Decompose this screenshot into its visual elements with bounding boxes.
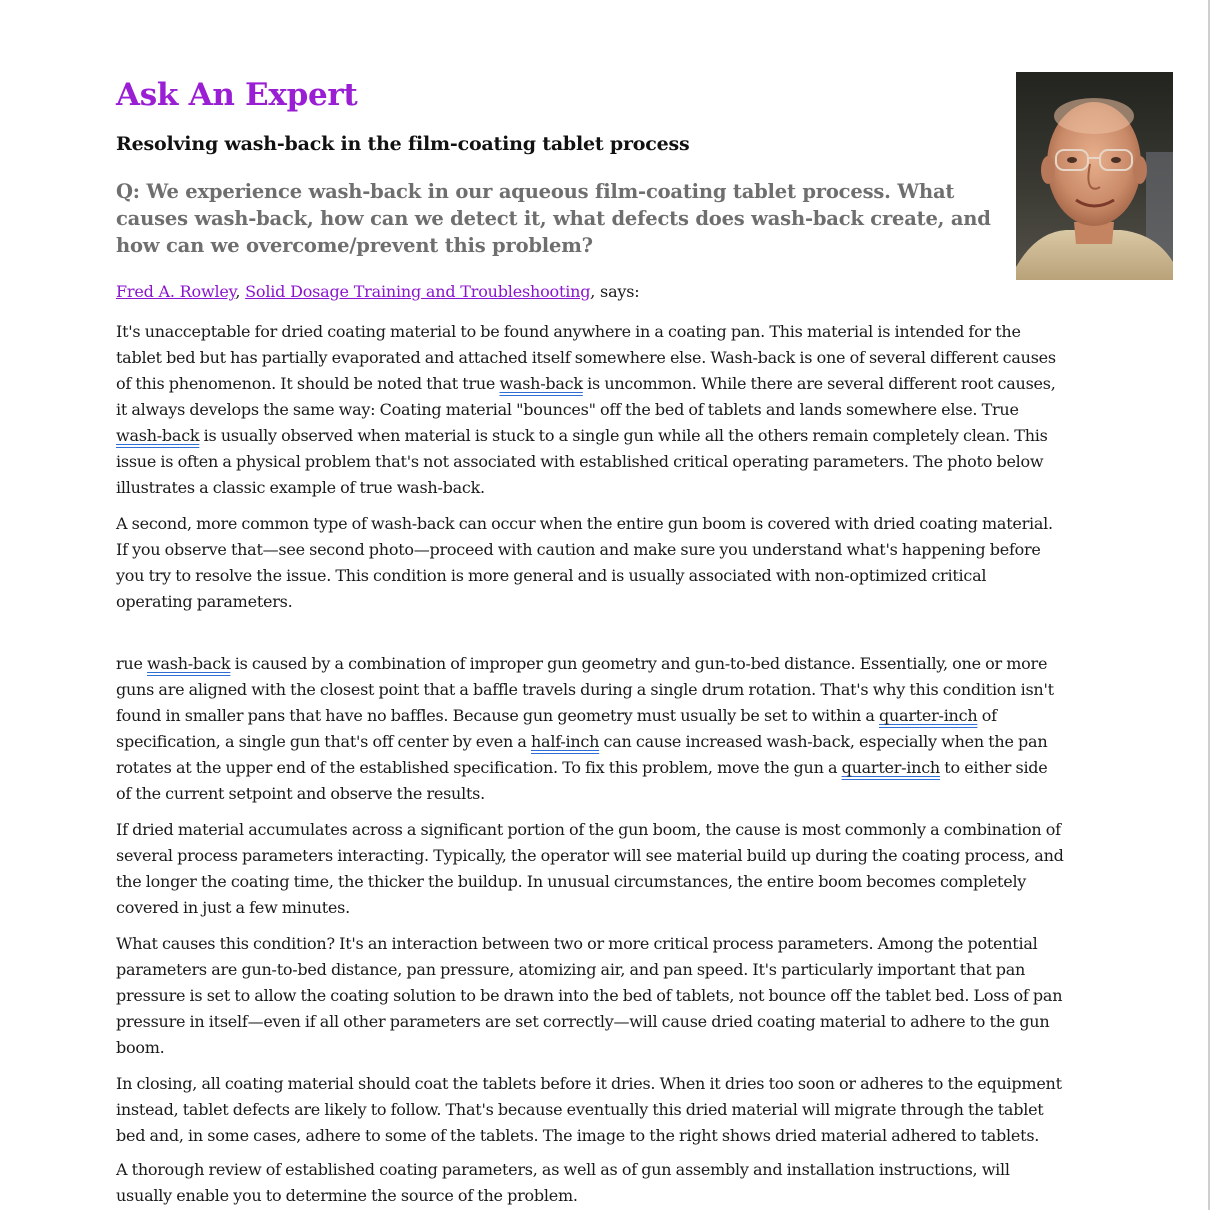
paragraph-6: In closing, all coating material should coat the tablets before it dries. When it dries too soon or adheres to the equipment instead, tablet defects are likely to follow. That's because eventually this dried material will migrate through the tablet bed and, in some cases, adhere to some of the tablets. The image to the right shows dried material adhered to tablets. xyxy=(116,1074,1062,1145)
author-link[interactable]: Fred A. Rowley xyxy=(116,282,236,301)
article-subtitle: Resolving wash-back in the film-coating tablet process xyxy=(116,133,690,155)
company-link[interactable]: Solid Dosage Training and Troubleshooting xyxy=(245,282,591,301)
spellcheck-flagged-word[interactable]: wash-back xyxy=(116,426,200,445)
spellcheck-flagged-word[interactable]: half-inch xyxy=(531,732,600,751)
byline-suffix: , says: xyxy=(590,282,640,301)
text-run: is uncommon. While there are several different root causes, it always develops the same way: Coating material "bounces" off the bed of tablets and lands somewhere else. True xyxy=(116,374,1056,419)
spellcheck-flagged-word[interactable]: quarter-inch xyxy=(841,758,940,777)
text-run: rue xyxy=(116,654,148,673)
text-run: It's unacceptable for dried coating material to be found anywhere in a coating pan. This material is intended for the tablet bed but has partially evaporated and attached itself somewhere else. Wash-back is one of several different causes of this phenomenon. It should be noted that true xyxy=(116,322,1056,393)
byline-separator: , xyxy=(235,282,246,301)
paragraph-5: What causes this condition? It's an interaction between two or more critical process parameters. Among the potential parameters are gun-to-bed distance, pan pressure, atomizing air, and pan speed. It's particularly important that pan pressure is set to allow the coating solution to be drawn into the bed of tablets, not bounce off the tablet bed. Loss of pan pressure in itself—even if all other parameters are set correctly—will cause dried coating material to adhere to the gun boom. xyxy=(116,934,1063,1057)
text-run: of specification, a single gun that's off center by even a xyxy=(116,706,997,751)
spellcheck-flagged-word[interactable]: wash-back xyxy=(147,654,231,673)
article xyxy=(116,70,1066,1209)
paragraph-4: If dried material accumulates across a significant portion of the gun boom, the cause is most commonly a combination of several process parameters interacting. Typically, the operator will see material build up during the coating process, and the longer the coating time, the thicker the buildup. In unusual circumstances, the entire boom becomes completely covered in just a few minutes. xyxy=(116,820,1064,917)
spellcheck-flagged-word[interactable]: wash-back xyxy=(499,374,583,393)
paragraph-2: A second, more common type of wash-back can occur when the entire gun boom is covered with dried coating material. If you observe that—see second photo—proceed with caution and make sure you understand what's happening before you try to resolve the issue. This condition is more general and is usually associated with non-optimized critical operating parameters. xyxy=(116,514,1053,611)
paragraph-7: A thorough review of established coating parameters, as well as of gun assembly and installation instructions, will usually enable you to determine the source of the problem. xyxy=(116,1160,1010,1205)
question-text: Q: We experience wash-back in our aqueous film-coating tablet process. What causes wash-back, how can we detect it, what defects does wash-back create, and how can we overcome/prevent this problem? xyxy=(116,180,991,257)
page-title: Ask An Expert xyxy=(116,77,358,113)
text-run: is caused by a combination of improper gun geometry and gun-to-bed distance. Essentially, one or more guns are aligned with the closest point that a baffle travels during a single drum rotation. That's why this condition isn't found in smaller pans that have no baffles. Because gun geometry must usually be set to within a xyxy=(116,654,1054,725)
paragraph-1 xyxy=(116,319,1066,501)
text-run: is usually observed when material is stuck to a single gun while all the others remain completely clean. This issue is often a physical problem that's not associated with established critical operating parameters. The photo below illustrates a classic example of true wash-back. xyxy=(116,426,1048,497)
text-run: can cause increased wash-back, especially when the pan rotates at the upper end of the established specification. To fix this problem, move the gun a xyxy=(116,732,1048,777)
text-run: to either side of the current setpoint and observe the results. xyxy=(116,758,1048,803)
paragraph-3 xyxy=(116,651,1066,807)
byline xyxy=(116,280,1066,304)
spellcheck-flagged-word[interactable]: quarter-inch xyxy=(879,706,978,725)
